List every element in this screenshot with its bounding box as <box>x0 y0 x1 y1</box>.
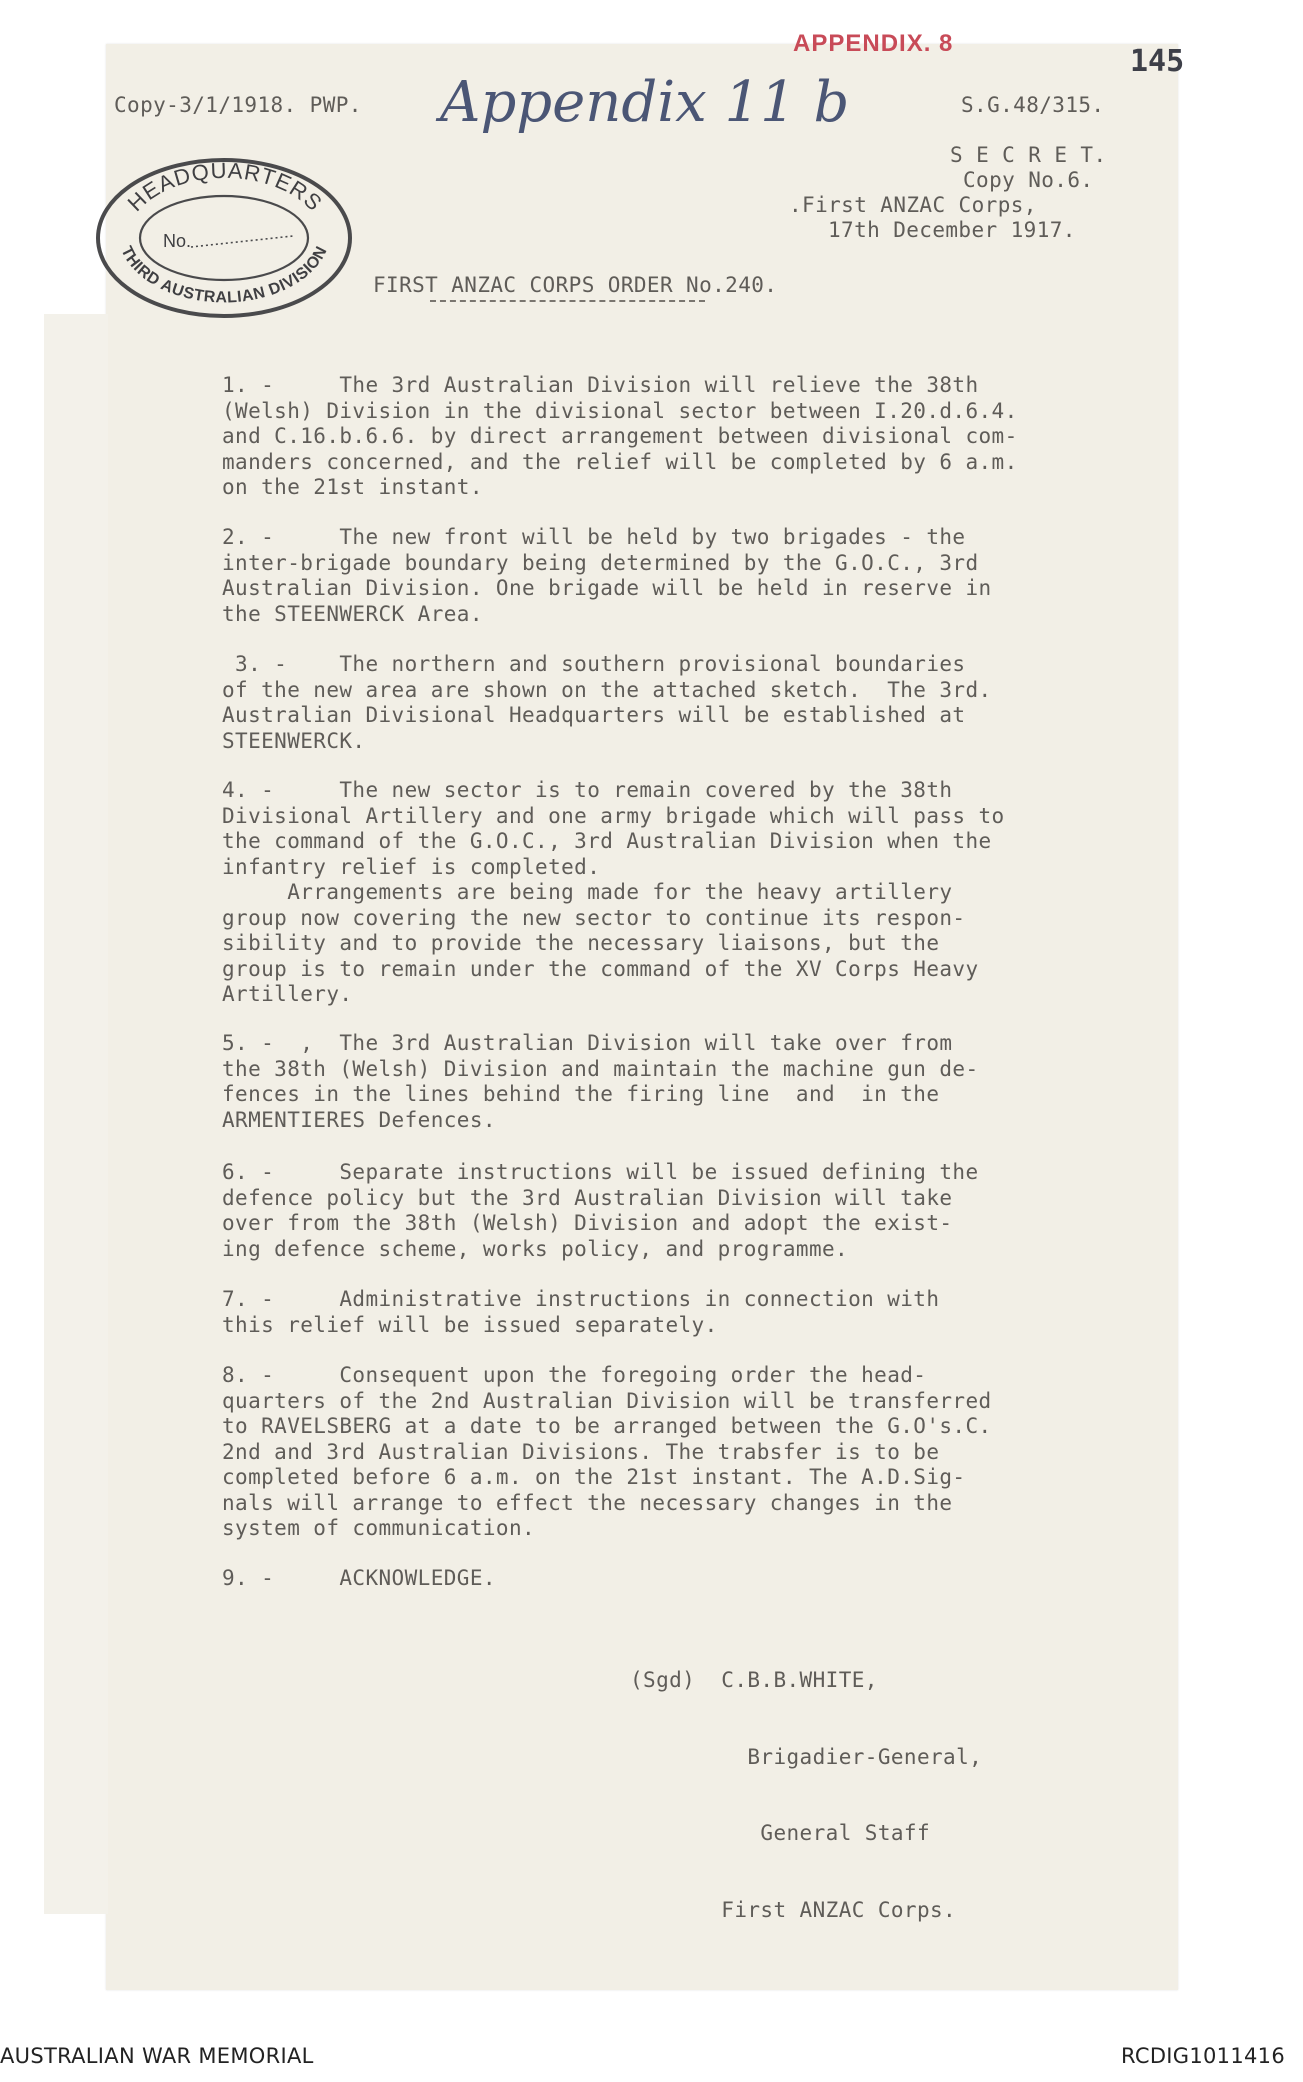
stamp-top-text: HEADQUARTERS <box>122 157 328 217</box>
copy-line: Copy-3/1/1918. PWP. <box>114 93 362 117</box>
paragraph-1: 1. - The 3rd Australian Division will relieve the 38th (Welsh) Division in the divisional sector between I.20.d.6.4. and C.16.b.6.6. by direct arrangement between divisional com- manders concerned, and the relief will be completed by 6 a.m. on the 21st instant. <box>222 373 1018 499</box>
order-date: 17th December 1917. <box>828 218 1076 242</box>
handwritten-appendix-note: Appendix 11 b <box>440 70 850 135</box>
origin: .First ANZAC Corps, <box>789 193 1037 217</box>
paragraph-2: 2. - The new front will be held by two brigades - the inter-brigade boundary being determined by the G.O.C., 3rd Australian Division. One brigade will be held in reserve in the STEENWERCK Area. <box>222 525 992 626</box>
footer-institution: AUSTRALIAN WAR MEMORIAL <box>0 2044 314 2068</box>
stamp-bottom-text: THIRD AUSTRALIAN DIVISION <box>117 243 331 307</box>
reference-number: S.G.48/315. <box>961 93 1105 117</box>
paragraph-6: 6. - Separate instructions will be issued defining the defence policy but the 3rd Australian Division will take over from the 38th (Welsh) Division and adopt the exist- ing defence scheme, works policy, and programme. <box>222 1160 979 1261</box>
svg-text:HEADQUARTERS <box>123 158 328 216</box>
paragraph-4: 4. - The new sector is to remain covered by the 38th Divisional Artillery and one army brigade which will pass to the command of the G.O.C., 3rd Australian Division when the infantry relief is completed. Arrangements are being made for the heavy artillery group now covering the new sector to continue its respon- sibility and to provide the necessary liaisons, but the group is to remain under the command of the XV Corps Heavy Artillery. <box>222 778 1005 1006</box>
classification: S E C R E T. <box>950 143 1107 167</box>
folio-number: 145 <box>1130 44 1185 79</box>
order-title: FIRST ANZAC CORPS ORDER No.240. <box>373 273 778 297</box>
signature-block: (Sgd) C.B.B.WHITE, Brigadier-General, General Staff First ANZAC Corps. <box>630 1668 983 1922</box>
title-underline <box>430 300 705 302</box>
stamp-no-label: No. <box>163 231 192 251</box>
headquarters-stamp <box>93 152 355 318</box>
paragraph-8: 8. - Consequent upon the foregoing order the head- quarters of the 2nd Australian Division will be transferred to RAVELSBERG at a date to be arranged between the G.O's.C. 2nd and 3rd Australian Divisions. The trabsfer is to be completed before 6 a.m. on the 21st instant. The A.D.Sig- nals will arrange to effect the necessary changes in the system of communication. <box>222 1363 992 1540</box>
paragraph-7: 7. - Administrative instructions in connection with this relief will be issued separately. <box>222 1287 940 1337</box>
paragraph-9: 9. - ACKNOWLEDGE. <box>222 1566 496 1590</box>
paragraph-5: 5. - , The 3rd Australian Division will take over from the 38th (Welsh) Division and maintain the machine gun de- fences in the lines behind the firing line and in the ARMENTIERES Defences. <box>222 1031 979 1132</box>
footer-catalogue-id: RCDIG1011416 <box>1121 2044 1285 2068</box>
svg-text:THIRD AUSTRALIAN DIVISION <box>117 244 330 307</box>
paragraph-3: 3. - The northern and southern provisional boundaries of the new area are shown on the attached sketch. The 3rd. Australian Divisional Headquarters will be established at STEENWERCK. <box>222 652 992 753</box>
appendix-stamp: APPENDIX. 8 <box>793 30 954 57</box>
copy-number: Copy No.6. <box>963 168 1094 192</box>
